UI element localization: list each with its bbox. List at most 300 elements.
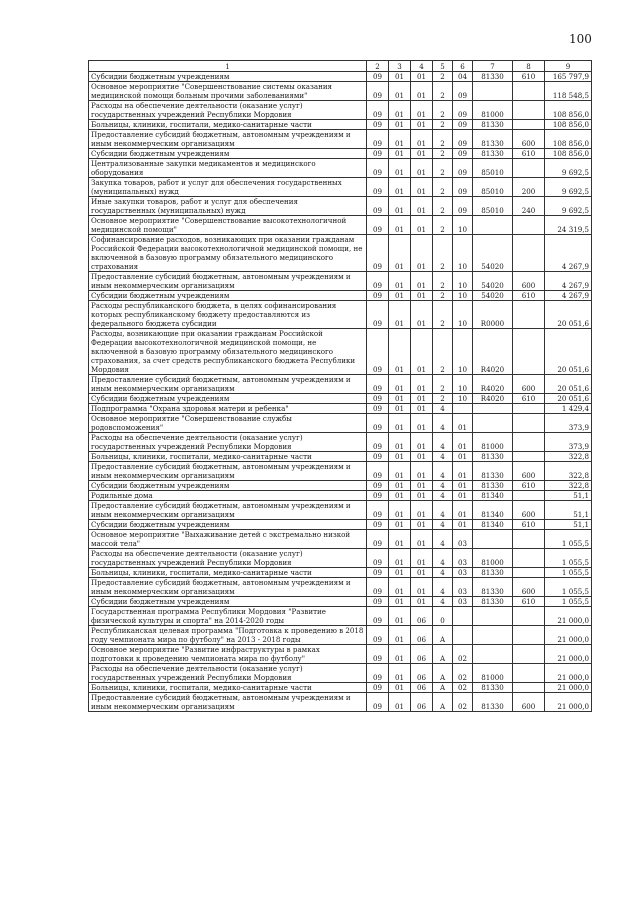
ved-code-cell: 09 [367,375,389,394]
direction-code-cell: 81000 [473,101,513,120]
direction-code-cell: 81330 [473,149,513,159]
row-name-cell: Подпрограмма "Охрана здоровья матери и ребенка" [89,404,367,414]
row-name-cell: Больницы, клиники, госпитали, медико-санитарные части [89,120,367,130]
expense-type-cell: 610 [513,394,545,404]
table-row [89,272,592,291]
direction-code-cell: 85010 [473,197,513,216]
program-code-cell: 01 [411,291,433,301]
table-row [89,568,592,578]
ved-code-cell: 09 [367,414,389,433]
table-row [89,520,592,530]
section-code-cell: 01 [389,291,411,301]
amount-cell: 21 000,0 [545,607,592,626]
column-header: 7 [473,61,513,72]
table-row [89,291,592,301]
activity-code-cell: 02 [453,693,473,712]
amount-cell: 322,8 [545,462,592,481]
ved-code-cell: 09 [367,404,389,414]
direction-code-cell: 81000 [473,433,513,452]
section-code-cell: 01 [389,549,411,568]
ved-code-cell: 09 [367,216,389,235]
subprogram-code-cell: 2 [433,394,453,404]
subprogram-code-cell: 2 [433,159,453,178]
column-header: 1 [89,61,367,72]
subprogram-code-cell: 2 [433,235,453,272]
subprogram-code-cell: 4 [433,433,453,452]
section-code-cell: 01 [389,130,411,149]
activity-code-cell: 09 [453,130,473,149]
ved-code-cell: 09 [367,520,389,530]
table-row [89,462,592,481]
subprogram-code-cell: 4 [433,578,453,597]
amount-cell: 108 856,0 [545,120,592,130]
amount-cell: 21 000,0 [545,626,592,645]
activity-code-cell: 10 [453,301,473,329]
direction-code-cell: R4020 [473,329,513,375]
activity-code-cell: 09 [453,120,473,130]
program-code-cell: 01 [411,197,433,216]
activity-code-cell: 02 [453,664,473,683]
row-name-cell: Иные закупки товаров, работ и услуг для обеспечения государственных (муниципальных) нужд [89,197,367,216]
row-name-cell: Основное мероприятие "Выхаживание детей с экстремально низкой массой тела" [89,530,367,549]
direction-code-cell: R4020 [473,375,513,394]
program-code-cell: 01 [411,375,433,394]
direction-code-cell [473,404,513,414]
section-code-cell: 01 [389,530,411,549]
expense-type-cell: 610 [513,481,545,491]
row-name-cell: Расходы на обеспечение деятельности (оказание услуг) государственных учреждений Республики Мордовия [89,664,367,683]
table-row [89,683,592,693]
amount-cell: 21 000,0 [545,664,592,683]
table-row [89,149,592,159]
row-name-cell: Субсидии бюджетным учреждениям [89,597,367,607]
program-code-cell: 01 [411,568,433,578]
direction-code-cell [473,414,513,433]
column-header: 3 [389,61,411,72]
activity-code-cell: 01 [453,433,473,452]
section-code-cell: 01 [389,235,411,272]
row-name-cell: Субсидии бюджетным учреждениям [89,149,367,159]
section-code-cell: 01 [389,520,411,530]
amount-cell: 9 692,5 [545,178,592,197]
expense-type-cell [513,216,545,235]
subprogram-code-cell: 2 [433,72,453,82]
table-row [89,452,592,462]
row-name-cell: Расходы, возникающие при оказании гражданам Российской Федерации высокотехнологичной медицинской помощи, не включенной в базовую программу обязательного медицинского страхования, за счет средств республиканского бюджета Республики Мордовия [89,329,367,375]
expense-type-cell: 600 [513,375,545,394]
row-name-cell: Государственная программа Республики Мордовия "Развитие физической культуры и спорта" на 2014-2020 годы [89,607,367,626]
section-code-cell: 01 [389,462,411,481]
section-code-cell: 01 [389,433,411,452]
program-code-cell: 01 [411,149,433,159]
expense-type-cell [513,549,545,568]
ved-code-cell: 09 [367,530,389,549]
table-row [89,530,592,549]
ved-code-cell: 09 [367,568,389,578]
direction-code-cell: 81330 [473,597,513,607]
ved-code-cell: 09 [367,462,389,481]
direction-code-cell [473,626,513,645]
direction-code-cell: 81330 [473,481,513,491]
section-code-cell: 01 [389,607,411,626]
subprogram-code-cell: 4 [433,501,453,520]
direction-code-cell [473,216,513,235]
ved-code-cell: 09 [367,197,389,216]
ved-code-cell: 09 [367,159,389,178]
activity-code-cell: 01 [453,452,473,462]
activity-code-cell: 01 [453,462,473,481]
activity-code-cell [453,404,473,414]
section-code-cell: 01 [389,683,411,693]
expense-type-cell [513,626,545,645]
expense-type-cell: 610 [513,520,545,530]
amount-cell: 322,8 [545,481,592,491]
program-code-cell: 01 [411,520,433,530]
subprogram-code-cell: 2 [433,197,453,216]
table-row [89,414,592,433]
expense-type-cell [513,404,545,414]
amount-cell: 108 856,0 [545,130,592,149]
activity-code-cell: 01 [453,520,473,530]
expense-type-cell: 600 [513,578,545,597]
expense-type-cell [513,120,545,130]
program-code-cell: 01 [411,235,433,272]
subprogram-code-cell: 4 [433,520,453,530]
section-code-cell: 01 [389,272,411,291]
amount-cell: 1 055,5 [545,530,592,549]
table-row [89,491,592,501]
section-code-cell: 01 [389,626,411,645]
row-name-cell: Основное мероприятие "Совершенствование системы оказания медицинской помощи больным прочими заболеваниями" [89,82,367,101]
table-row [89,645,592,664]
amount-cell: 20 051,6 [545,394,592,404]
activity-code-cell: 02 [453,645,473,664]
ved-code-cell: 09 [367,626,389,645]
column-header: 9 [545,61,592,72]
ved-code-cell: 09 [367,149,389,159]
activity-code-cell: 10 [453,394,473,404]
table-row [89,235,592,272]
expense-type-cell: 600 [513,462,545,481]
table-row [89,607,592,626]
expense-type-cell [513,235,545,272]
column-header: 6 [453,61,473,72]
expense-type-cell [513,433,545,452]
row-name-cell: Предоставление субсидий бюджетным, автономным учреждениям и иным некоммерческим организациям [89,130,367,149]
section-code-cell: 01 [389,301,411,329]
program-code-cell: 01 [411,272,433,291]
amount-cell: 373,9 [545,433,592,452]
ved-code-cell: 09 [367,82,389,101]
activity-code-cell: 09 [453,159,473,178]
activity-code-cell: 10 [453,329,473,375]
expense-type-cell [513,329,545,375]
row-name-cell: Предоставление субсидий бюджетным, автономным учреждениям и иным некоммерческим организациям [89,501,367,520]
direction-code-cell [473,607,513,626]
amount-cell: 1 055,5 [545,549,592,568]
program-code-cell: 01 [411,491,433,501]
table-row [89,433,592,452]
table-row [89,120,592,130]
section-code-cell: 01 [389,101,411,120]
activity-code-cell: 10 [453,291,473,301]
expense-type-cell [513,159,545,178]
section-code-cell: 01 [389,501,411,520]
subprogram-code-cell: А [433,683,453,693]
subprogram-code-cell: 2 [433,120,453,130]
expense-type-cell: 600 [513,501,545,520]
direction-code-cell: 81330 [473,462,513,481]
column-header: 4 [411,61,433,72]
ved-code-cell: 09 [367,693,389,712]
expense-type-cell: 610 [513,291,545,301]
activity-code-cell: 09 [453,178,473,197]
amount-cell: 20 051,6 [545,329,592,375]
ved-code-cell: 09 [367,664,389,683]
row-name-cell: Родильные дома [89,491,367,501]
table-row [89,481,592,491]
direction-code-cell: 81000 [473,549,513,568]
table-header-row [89,61,592,72]
amount-cell: 21 000,0 [545,683,592,693]
program-code-cell: 01 [411,414,433,433]
activity-code-cell: 03 [453,578,473,597]
program-code-cell: 01 [411,329,433,375]
ved-code-cell: 09 [367,683,389,693]
table-row [89,130,592,149]
ved-code-cell: 09 [367,481,389,491]
amount-cell: 20 051,6 [545,375,592,394]
section-code-cell: 01 [389,329,411,375]
program-code-cell: 01 [411,159,433,178]
ved-code-cell: 09 [367,130,389,149]
expense-type-cell [513,530,545,549]
activity-code-cell: 09 [453,197,473,216]
direction-code-cell: R4020 [473,394,513,404]
direction-code-cell: 85010 [473,178,513,197]
program-code-cell: 06 [411,626,433,645]
expense-type-cell: 600 [513,693,545,712]
direction-code-cell: 81330 [473,452,513,462]
amount-cell: 373,9 [545,414,592,433]
activity-code-cell: 10 [453,216,473,235]
row-name-cell: Расходы республиканского бюджета, в целях софинансирования которых республиканскому бюджету предоставляются из федерального бюджета субсидии [89,301,367,329]
activity-code-cell: 01 [453,481,473,491]
ved-code-cell: 09 [367,178,389,197]
program-code-cell: 01 [411,130,433,149]
row-name-cell: Предоставление субсидий бюджетным, автономным учреждениям и иным некоммерческим организациям [89,578,367,597]
activity-code-cell: 03 [453,568,473,578]
row-name-cell: Основное мероприятие "Совершенствование высокотехнологичной медицинской помощи" [89,216,367,235]
program-code-cell: 01 [411,578,433,597]
row-name-cell: Софинансирование расходов, возникающих при оказании гражданам Российской Федерации высокотехнологичной медицинской помощи, не включенной в базовую программу обязательного медицинского страхования [89,235,367,272]
table-row [89,578,592,597]
expense-type-cell [513,683,545,693]
amount-cell: 4 267,9 [545,291,592,301]
activity-code-cell: 09 [453,101,473,120]
ved-code-cell: 09 [367,272,389,291]
activity-code-cell: 03 [453,530,473,549]
table-row [89,178,592,197]
activity-code-cell: 10 [453,235,473,272]
subprogram-code-cell: 2 [433,178,453,197]
activity-code-cell: 01 [453,501,473,520]
row-name-cell: Основное мероприятие "Развитие инфраструктуры в рамках подготовки к проведению чемпионата мира по футболу" [89,645,367,664]
program-code-cell: 01 [411,481,433,491]
program-code-cell: 01 [411,404,433,414]
ved-code-cell: 09 [367,301,389,329]
ved-code-cell: 09 [367,597,389,607]
row-name-cell: Расходы на обеспечение деятельности (оказание услуг) государственных учреждений Республики Мордовия [89,549,367,568]
subprogram-code-cell: 4 [433,414,453,433]
direction-code-cell: 54020 [473,291,513,301]
row-name-cell: Предоставление субсидий бюджетным, автономным учреждениям и иным некоммерческим организациям [89,272,367,291]
amount-cell: 108 856,0 [545,101,592,120]
program-code-cell: 06 [411,645,433,664]
activity-code-cell: 03 [453,549,473,568]
table-row [89,329,592,375]
row-name-cell: Предоставление субсидий бюджетным, автономным учреждениям и иным некоммерческим организациям [89,375,367,394]
direction-code-cell: 81000 [473,664,513,683]
section-code-cell: 01 [389,693,411,712]
table-row [89,626,592,645]
amount-cell: 51,1 [545,491,592,501]
subprogram-code-cell: 2 [433,149,453,159]
expense-type-cell: 600 [513,130,545,149]
activity-code-cell: 02 [453,683,473,693]
subprogram-code-cell: 2 [433,82,453,101]
section-code-cell: 01 [389,197,411,216]
table-row [89,197,592,216]
row-name-cell: Субсидии бюджетным учреждениям [89,520,367,530]
table-row [89,159,592,178]
direction-code-cell: 81330 [473,578,513,597]
table-row [89,216,592,235]
table-row [89,549,592,568]
activity-code-cell: 03 [453,597,473,607]
direction-code-cell [473,82,513,101]
direction-code-cell: 81330 [473,683,513,693]
amount-cell: 20 051,6 [545,301,592,329]
section-code-cell: 01 [389,216,411,235]
row-name-cell: Расходы на обеспечение деятельности (оказание услуг) государственных учреждений Республики Мордовия [89,101,367,120]
activity-code-cell: 09 [453,149,473,159]
program-code-cell: 01 [411,549,433,568]
section-code-cell: 01 [389,645,411,664]
row-name-cell: Основное мероприятие "Совершенствование службы родовспоможения" [89,414,367,433]
program-code-cell: 01 [411,178,433,197]
expense-type-cell [513,491,545,501]
program-code-cell: 01 [411,462,433,481]
program-code-cell: 01 [411,597,433,607]
subprogram-code-cell: 2 [433,301,453,329]
expense-type-cell [513,301,545,329]
program-code-cell: 01 [411,433,433,452]
activity-code-cell [453,626,473,645]
direction-code-cell: 81330 [473,130,513,149]
expense-type-cell: 240 [513,197,545,216]
subprogram-code-cell: А [433,626,453,645]
subprogram-code-cell: 2 [433,375,453,394]
column-header: 8 [513,61,545,72]
amount-cell: 21 000,0 [545,693,592,712]
ved-code-cell: 09 [367,291,389,301]
row-name-cell: Больницы, клиники, госпитали, медико-санитарные части [89,568,367,578]
ved-code-cell: 09 [367,491,389,501]
direction-code-cell: 81330 [473,693,513,712]
program-code-cell: 01 [411,452,433,462]
section-code-cell: 01 [389,452,411,462]
section-code-cell: 01 [389,149,411,159]
direction-code-cell: 54020 [473,235,513,272]
table-row [89,72,592,82]
amount-cell: 322,8 [545,452,592,462]
amount-cell: 24 319,5 [545,216,592,235]
table-row [89,82,592,101]
row-name-cell: Субсидии бюджетным учреждениям [89,72,367,82]
row-name-cell: Предоставление субсидий бюджетным, автономным учреждениям и иным некоммерческим организациям [89,693,367,712]
section-code-cell: 01 [389,404,411,414]
program-code-cell: 01 [411,530,433,549]
section-code-cell: 01 [389,491,411,501]
expense-type-cell: 600 [513,272,545,291]
program-code-cell: 01 [411,216,433,235]
activity-code-cell: 10 [453,375,473,394]
expense-type-cell [513,664,545,683]
amount-cell: 4 267,9 [545,272,592,291]
direction-code-cell: R0000 [473,301,513,329]
section-code-cell: 01 [389,597,411,607]
program-code-cell: 01 [411,120,433,130]
page-number: 100 [569,32,592,46]
subprogram-code-cell: 4 [433,530,453,549]
table-row [89,693,592,712]
subprogram-code-cell: 2 [433,130,453,149]
subprogram-code-cell: А [433,664,453,683]
amount-cell: 9 692,5 [545,197,592,216]
row-name-cell: Закупка товаров, работ и услуг для обеспечения государственных (муниципальных) нужд [89,178,367,197]
expense-type-cell [513,414,545,433]
ved-code-cell: 09 [367,578,389,597]
amount-cell: 118 548,5 [545,82,592,101]
row-name-cell: Централизованные закупки медикаментов и медицинского оборудования [89,159,367,178]
amount-cell: 108 856,0 [545,149,592,159]
section-code-cell: 01 [389,120,411,130]
subprogram-code-cell: 2 [433,101,453,120]
expense-type-cell [513,101,545,120]
ved-code-cell: 09 [367,72,389,82]
program-code-cell: 01 [411,394,433,404]
program-code-cell: 01 [411,101,433,120]
row-name-cell: Субсидии бюджетным учреждениям [89,394,367,404]
program-code-cell: 06 [411,683,433,693]
budget-table [88,60,592,712]
program-code-cell: 01 [411,72,433,82]
row-name-cell: Предоставление субсидий бюджетным, автономным учреждениям и иным некоммерческим организациям [89,462,367,481]
activity-code-cell [453,607,473,626]
table-row [89,375,592,394]
amount-cell: 51,1 [545,520,592,530]
program-code-cell: 06 [411,693,433,712]
subprogram-code-cell: 4 [433,452,453,462]
section-code-cell: 01 [389,414,411,433]
expense-type-cell [513,607,545,626]
subprogram-code-cell: А [433,645,453,664]
direction-code-cell: 81330 [473,568,513,578]
amount-cell: 165 797,9 [545,72,592,82]
subprogram-code-cell: 4 [433,568,453,578]
activity-code-cell: 01 [453,414,473,433]
